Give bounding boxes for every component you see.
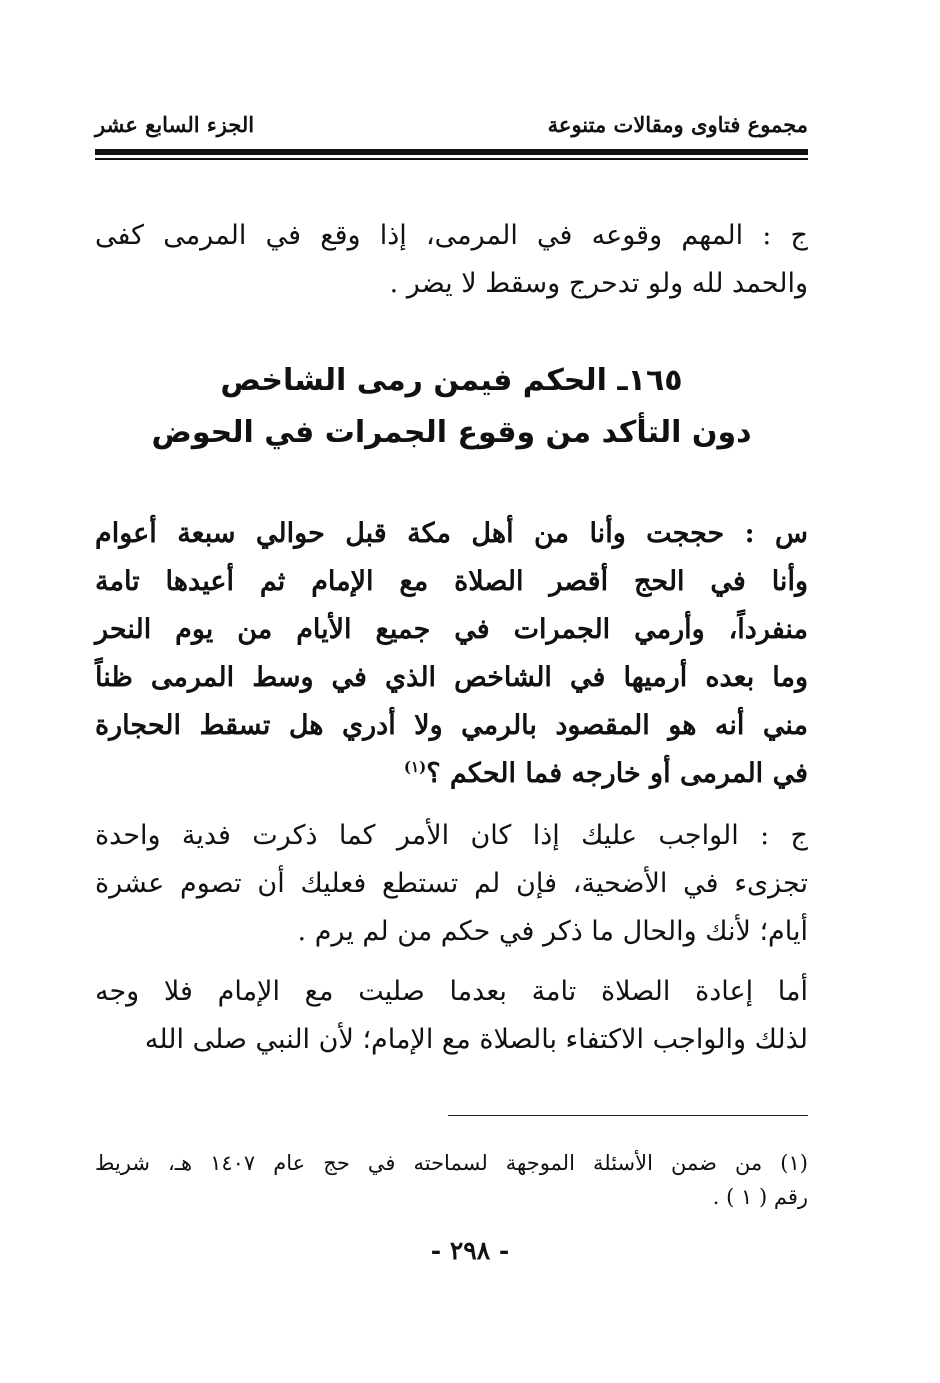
answer-line: ج : الواجب عليك إذا كان الأمر كما ذكرت فدية واحدة <box>95 820 808 851</box>
question-line: منفرداً، وأرمي الجمرات في جميع الأيام من يوم النحر <box>95 614 808 645</box>
footnote-separator <box>448 1115 808 1116</box>
question-line: في المرمى أو خارجه فما الحكم ؟ <box>426 758 808 789</box>
footnote <box>95 1146 808 1214</box>
answer <box>95 812 808 956</box>
answer-line: أيام؛ لأنك والحال ما ذكر في حكم من لم يرم . <box>297 916 808 947</box>
question-line: س : حججت وأنا من أهل مكة قبل حوالي سبعة أعوام <box>95 518 808 549</box>
volume-label: الجزء السابع عشر <box>95 112 255 137</box>
text-line: ج : المهم وقوعه في المرمى، إذا وقع في المرمى كفى <box>95 220 808 251</box>
running-header <box>95 112 808 148</box>
page-number: - ٢٩٨ - <box>430 1236 510 1265</box>
continuation-line: أما إعادة الصلاة تامة بعدما صليت مع الإمام فلا وجه <box>95 976 808 1007</box>
question-line: مني أنه هو المقصود بالرمي ولا أدري هل تسقط الحجارة <box>95 710 808 741</box>
section-title-line: دون التأكد من وقوع الجمرات في الحوض <box>151 415 752 450</box>
question <box>95 510 808 798</box>
previous-answer <box>95 212 808 308</box>
book-title: مجموع فتاوى ومقالات متنوعة <box>547 112 808 137</box>
text-line: والحمد لله ولو تدحرج وسقط لا يضر . <box>389 268 808 299</box>
section-title <box>95 355 808 459</box>
answer-line: تجزىء في الأضحية، فإن لم تستطع فعليك أن تصوم عشرة <box>95 868 808 899</box>
header-rule-thin <box>95 158 808 160</box>
question-line-last <box>95 750 808 798</box>
question-line: وأنا في الحج أقصر الصلاة مع الإمام ثم أعيدها تامة <box>95 566 808 597</box>
header-rule-thick <box>95 149 808 155</box>
continuation-line: لذلك والواجب الاكتفاء بالصلاة مع الإمام؛ لأن النبي صلى الله <box>144 1024 808 1055</box>
footnote-line: رقم ( ١ ) . <box>712 1185 808 1209</box>
question-line: وما بعده أرميها في الشاخص الذي في وسط المرمى ظناً <box>95 662 808 693</box>
section-title-line: ١٦٥ـ الحكم فيمن رمى الشاخص <box>220 363 683 398</box>
answer-continuation <box>95 968 808 1064</box>
footnote-marker: (١) <box>403 758 427 776</box>
footnote-line: (١) من ضمن الأسئلة الموجهة لسماحته في حج عام ١٤٠٧ هـ، شريط <box>95 1151 808 1175</box>
